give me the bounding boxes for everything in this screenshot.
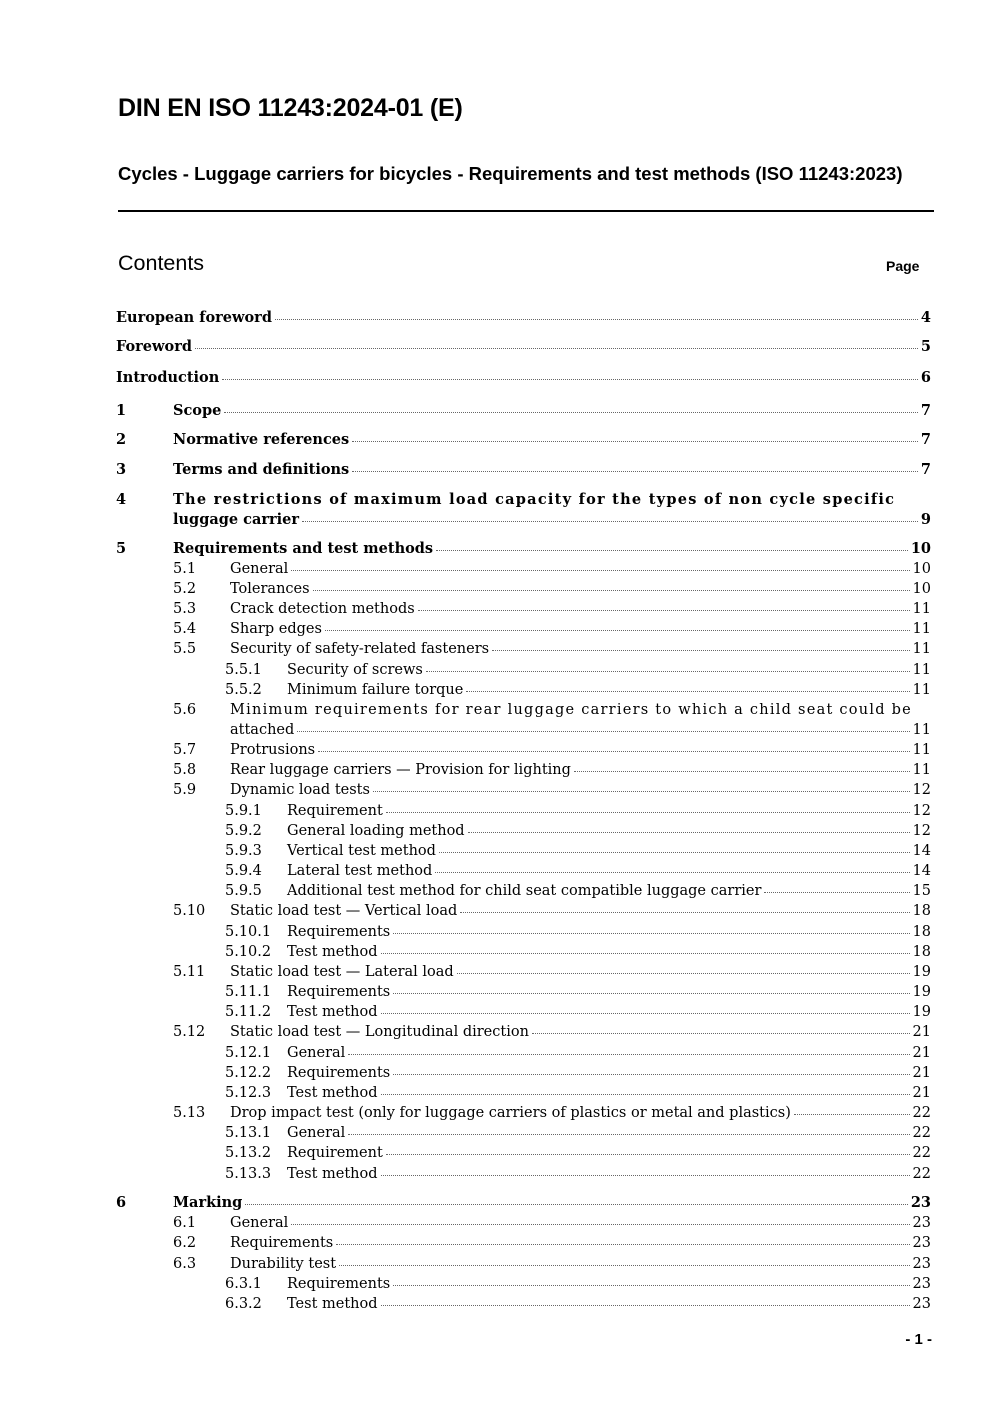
toc-entry-page: 19 bbox=[912, 984, 931, 1000]
toc-entry-title: Crack detection methods bbox=[230, 601, 415, 617]
toc-entry-page: 23 bbox=[912, 1235, 931, 1251]
dot-leader bbox=[436, 550, 908, 551]
toc-entry-page: 7 bbox=[920, 402, 931, 419]
toc-entry-page: 23 bbox=[910, 1194, 931, 1211]
toc-entry-title: Terms and definitions bbox=[173, 461, 350, 478]
toc-entry-title: Minimum failure torque bbox=[287, 682, 464, 698]
dot-leader bbox=[794, 1114, 910, 1115]
toc-entry-title: Security of screws bbox=[287, 662, 423, 678]
toc-entry-number: 5.10.2 bbox=[225, 944, 272, 960]
toc-entry-number: 5 bbox=[116, 540, 127, 557]
toc-entry-page: 7 bbox=[920, 431, 931, 448]
toc-entry-number: 5.6 bbox=[173, 702, 197, 718]
toc-entry-title: Requirements and test methods bbox=[173, 540, 434, 557]
toc-entry-title: Additional test method for child seat compatible luggage carrier bbox=[287, 883, 762, 899]
dot-leader bbox=[318, 751, 909, 752]
toc-entry-number: 5.3 bbox=[173, 601, 197, 617]
toc-entry-number: 5.12.1 bbox=[225, 1045, 272, 1061]
toc-entry-title: General bbox=[230, 1215, 289, 1231]
toc-entry-title: Rear luggage carriers — Provision for lighting bbox=[230, 762, 571, 778]
dot-leader bbox=[532, 1033, 910, 1034]
toc-entry-page: 7 bbox=[920, 461, 931, 478]
toc-entry-title: Test method bbox=[287, 1296, 378, 1312]
toc-entry-number: 5.11.1 bbox=[225, 984, 272, 1000]
toc-entry-title: Marking bbox=[173, 1194, 243, 1211]
toc-entry-page: 23 bbox=[912, 1215, 931, 1231]
toc-entry-number: 5.5.2 bbox=[225, 682, 262, 698]
toc-entry-title-line1: Minimum requirements for rear luggage carriers to which a child seat could be bbox=[230, 702, 912, 718]
dot-leader bbox=[297, 731, 909, 732]
toc-entry-title: Normative references bbox=[173, 431, 350, 448]
toc-entry-page: 19 bbox=[912, 1004, 931, 1020]
toc-entry-page: 12 bbox=[912, 823, 931, 839]
toc-entry-title: Vertical test method bbox=[287, 843, 436, 859]
toc-entry-page: 22 bbox=[912, 1145, 931, 1161]
toc-entry-number: 5.9.2 bbox=[225, 823, 262, 839]
toc-entry-page: 21 bbox=[912, 1045, 931, 1061]
toc-entry-title: Test method bbox=[287, 944, 378, 960]
toc-entry-title: Durability test bbox=[230, 1256, 337, 1272]
dot-leader bbox=[381, 1094, 910, 1095]
toc-entry-page: 11 bbox=[912, 722, 931, 738]
toc-entry-title: Static load test — Vertical load bbox=[230, 903, 458, 919]
toc-entry-number: 5.12.3 bbox=[225, 1085, 272, 1101]
dot-leader bbox=[764, 892, 909, 893]
toc-entry-number: 5.13.1 bbox=[225, 1125, 272, 1141]
dot-leader bbox=[393, 1074, 909, 1075]
toc-entry-title: Requirements bbox=[287, 1276, 391, 1292]
dot-leader bbox=[275, 319, 918, 320]
toc-entry-number: 5.9.4 bbox=[225, 863, 262, 879]
toc-entry-page: 18 bbox=[912, 924, 931, 940]
toc-entry-page: 11 bbox=[912, 641, 931, 657]
toc-entry-page: 21 bbox=[912, 1085, 931, 1101]
dot-leader bbox=[457, 973, 910, 974]
toc-entry-page: 18 bbox=[912, 903, 931, 919]
dot-leader bbox=[291, 1224, 909, 1225]
dot-leader bbox=[336, 1244, 909, 1245]
toc-entry-page: 22 bbox=[912, 1166, 931, 1182]
toc-entry-number: 5.4 bbox=[173, 621, 197, 637]
dot-leader bbox=[460, 912, 909, 913]
toc-entry-title: Protrusions bbox=[230, 742, 316, 758]
toc-entry-title: General bbox=[287, 1125, 346, 1141]
document-subtitle: Cycles - Luggage carriers for bicycles - Requirements and test methods (ISO 11243:2023) bbox=[118, 163, 903, 184]
dot-leader bbox=[468, 832, 910, 833]
dot-leader bbox=[381, 953, 910, 954]
toc-entry-number: 6.3.1 bbox=[225, 1276, 262, 1292]
toc-entry-number: 2 bbox=[116, 431, 127, 448]
toc-entry-title: Requirement bbox=[287, 803, 383, 819]
dot-leader bbox=[352, 471, 918, 472]
toc-entry-page: 14 bbox=[912, 843, 931, 859]
toc-entry-number: 1 bbox=[116, 402, 127, 419]
toc-entry-page: 11 bbox=[912, 621, 931, 637]
toc-entry-number: 5.2 bbox=[173, 581, 197, 597]
dot-leader bbox=[222, 379, 918, 380]
dot-leader bbox=[302, 521, 918, 522]
toc-entry-number: 6.3.2 bbox=[225, 1296, 262, 1312]
toc-entry-title: Requirements bbox=[287, 924, 391, 940]
toc-entry-number: 5.9 bbox=[173, 782, 197, 798]
dot-leader bbox=[466, 691, 909, 692]
toc-entry-number: 5.5.1 bbox=[225, 662, 262, 678]
toc-entry-title: Requirements bbox=[287, 984, 391, 1000]
toc-entry-title: Tolerances bbox=[230, 581, 310, 597]
toc-entry-title: Test method bbox=[287, 1085, 378, 1101]
toc-entry-title: Sharp edges bbox=[230, 621, 322, 637]
toc-entry-title: Foreword bbox=[116, 338, 192, 355]
toc-entry-page: 10 bbox=[910, 540, 931, 557]
toc-entry-title: Requirements bbox=[287, 1065, 391, 1081]
dot-leader bbox=[492, 650, 909, 651]
dot-leader bbox=[373, 791, 910, 792]
page-column-heading: Page bbox=[886, 258, 920, 274]
toc-entry-page: 22 bbox=[912, 1105, 931, 1121]
toc-entry-title: Lateral test method bbox=[287, 863, 433, 879]
toc-entry-number: 6 bbox=[116, 1194, 127, 1211]
page-number: - 1 - bbox=[905, 1331, 932, 1348]
toc-entry-number: 5.9.3 bbox=[225, 843, 262, 859]
toc-entry-title: Introduction bbox=[116, 369, 220, 386]
toc-entry-title: Security of safety-related fasteners bbox=[230, 641, 490, 657]
toc-entry-number: 3 bbox=[116, 461, 127, 478]
dot-leader bbox=[381, 1305, 910, 1306]
toc-entry-page: 19 bbox=[912, 964, 931, 980]
toc-entry-title: European foreword bbox=[116, 309, 272, 326]
toc-entry-number: 5.13.2 bbox=[225, 1145, 272, 1161]
toc-entry-page: 5 bbox=[920, 338, 931, 355]
toc-entry-page: 10 bbox=[912, 581, 931, 597]
toc-entry-title: Scope bbox=[173, 402, 222, 419]
toc-entry-number: 5.7 bbox=[173, 742, 197, 758]
dot-leader bbox=[418, 610, 910, 611]
dot-leader bbox=[393, 1285, 909, 1286]
toc-entry-page: 6 bbox=[920, 369, 931, 386]
dot-leader bbox=[381, 1013, 910, 1014]
toc-entry-number: 5.11 bbox=[173, 964, 206, 980]
dot-leader bbox=[386, 1154, 910, 1155]
dot-leader bbox=[339, 1265, 910, 1266]
toc-entry-page: 11 bbox=[912, 682, 931, 698]
toc-entry-page: 9 bbox=[920, 511, 931, 528]
toc-entry-page: 18 bbox=[912, 944, 931, 960]
toc-entry-page: 12 bbox=[912, 803, 931, 819]
toc-entry-number: 5.13.3 bbox=[225, 1166, 272, 1182]
toc-entry-number: 6.2 bbox=[173, 1235, 197, 1251]
toc-entry-number: 6.3 bbox=[173, 1256, 197, 1272]
toc-entry-number: 4 bbox=[116, 491, 127, 508]
toc-entry-page: 22 bbox=[912, 1125, 931, 1141]
dot-leader bbox=[348, 1054, 909, 1055]
dot-leader bbox=[439, 852, 910, 853]
dot-leader bbox=[393, 933, 909, 934]
toc-entry-page: 12 bbox=[912, 782, 931, 798]
toc-entry-title: General bbox=[287, 1045, 346, 1061]
toc-entry-title-line1: The restrictions of maximum load capacity for the types of non cycle specific bbox=[173, 491, 896, 508]
toc-entry-title: Drop impact test (only for luggage carriers of plastics or metal and plastics) bbox=[230, 1105, 791, 1121]
toc-entry-number: 5.9.1 bbox=[225, 803, 262, 819]
toc-entry-title: Test method bbox=[287, 1004, 378, 1020]
toc-entry-title: General bbox=[230, 561, 289, 577]
toc-entry-page: 21 bbox=[912, 1065, 931, 1081]
toc-entry-number: 5.1 bbox=[173, 561, 197, 577]
dot-leader bbox=[291, 570, 909, 571]
dot-leader bbox=[574, 771, 910, 772]
toc-entry-page: 11 bbox=[912, 742, 931, 758]
dot-leader bbox=[426, 671, 910, 672]
dot-leader bbox=[224, 412, 918, 413]
dot-leader bbox=[393, 993, 909, 994]
toc-entry-page: 23 bbox=[912, 1256, 931, 1272]
toc-entry-number: 5.5 bbox=[173, 641, 197, 657]
toc-entry-title: Static load test — Longitudinal direction bbox=[230, 1024, 529, 1040]
dot-leader bbox=[352, 441, 918, 442]
toc-entry-title: luggage carrier bbox=[173, 511, 300, 528]
toc-entry-number: 5.9.5 bbox=[225, 883, 262, 899]
toc-entry-page: 10 bbox=[912, 561, 931, 577]
toc-entry-page: 14 bbox=[912, 863, 931, 879]
contents-heading: Contents bbox=[118, 251, 205, 275]
toc-entry-number: 6.1 bbox=[173, 1215, 197, 1231]
toc-entry-page: 23 bbox=[912, 1276, 931, 1292]
toc-entry-title: Static load test — Lateral load bbox=[230, 964, 454, 980]
toc-entry-title: General loading method bbox=[287, 823, 465, 839]
dot-leader bbox=[195, 348, 918, 349]
toc-entry-page: 11 bbox=[912, 662, 931, 678]
toc-entry-page: 21 bbox=[912, 1024, 931, 1040]
toc-entry-title: Requirement bbox=[287, 1145, 383, 1161]
toc-entry-title: Dynamic load tests bbox=[230, 782, 370, 798]
toc-entry-number: 5.8 bbox=[173, 762, 197, 778]
toc-entry-number: 5.11.2 bbox=[225, 1004, 272, 1020]
dot-leader bbox=[325, 630, 910, 631]
toc-entry-page: 23 bbox=[912, 1296, 931, 1312]
toc-entry-number: 5.13 bbox=[173, 1105, 206, 1121]
toc-entry-title: attached bbox=[230, 722, 295, 738]
dot-leader bbox=[386, 812, 910, 813]
dot-leader bbox=[313, 590, 910, 591]
dot-leader bbox=[381, 1175, 910, 1176]
toc-entry-number: 5.10 bbox=[173, 903, 206, 919]
toc-entry-page: 11 bbox=[912, 762, 931, 778]
toc-entry-number: 5.12 bbox=[173, 1024, 206, 1040]
toc-entry-page: 15 bbox=[912, 883, 931, 899]
document-title: DIN EN ISO 11243:2024-01 (E) bbox=[118, 94, 463, 122]
toc-entry-number: 5.12.2 bbox=[225, 1065, 272, 1081]
toc-entry-page: 4 bbox=[920, 309, 931, 326]
dot-leader bbox=[348, 1134, 909, 1135]
dot-leader bbox=[245, 1204, 907, 1205]
toc-entry-title: Test method bbox=[287, 1166, 378, 1182]
toc-entry-title: Requirements bbox=[230, 1235, 334, 1251]
dot-leader bbox=[435, 872, 909, 873]
toc-entry-page: 11 bbox=[912, 601, 931, 617]
toc-entry-number: 5.10.1 bbox=[225, 924, 272, 940]
